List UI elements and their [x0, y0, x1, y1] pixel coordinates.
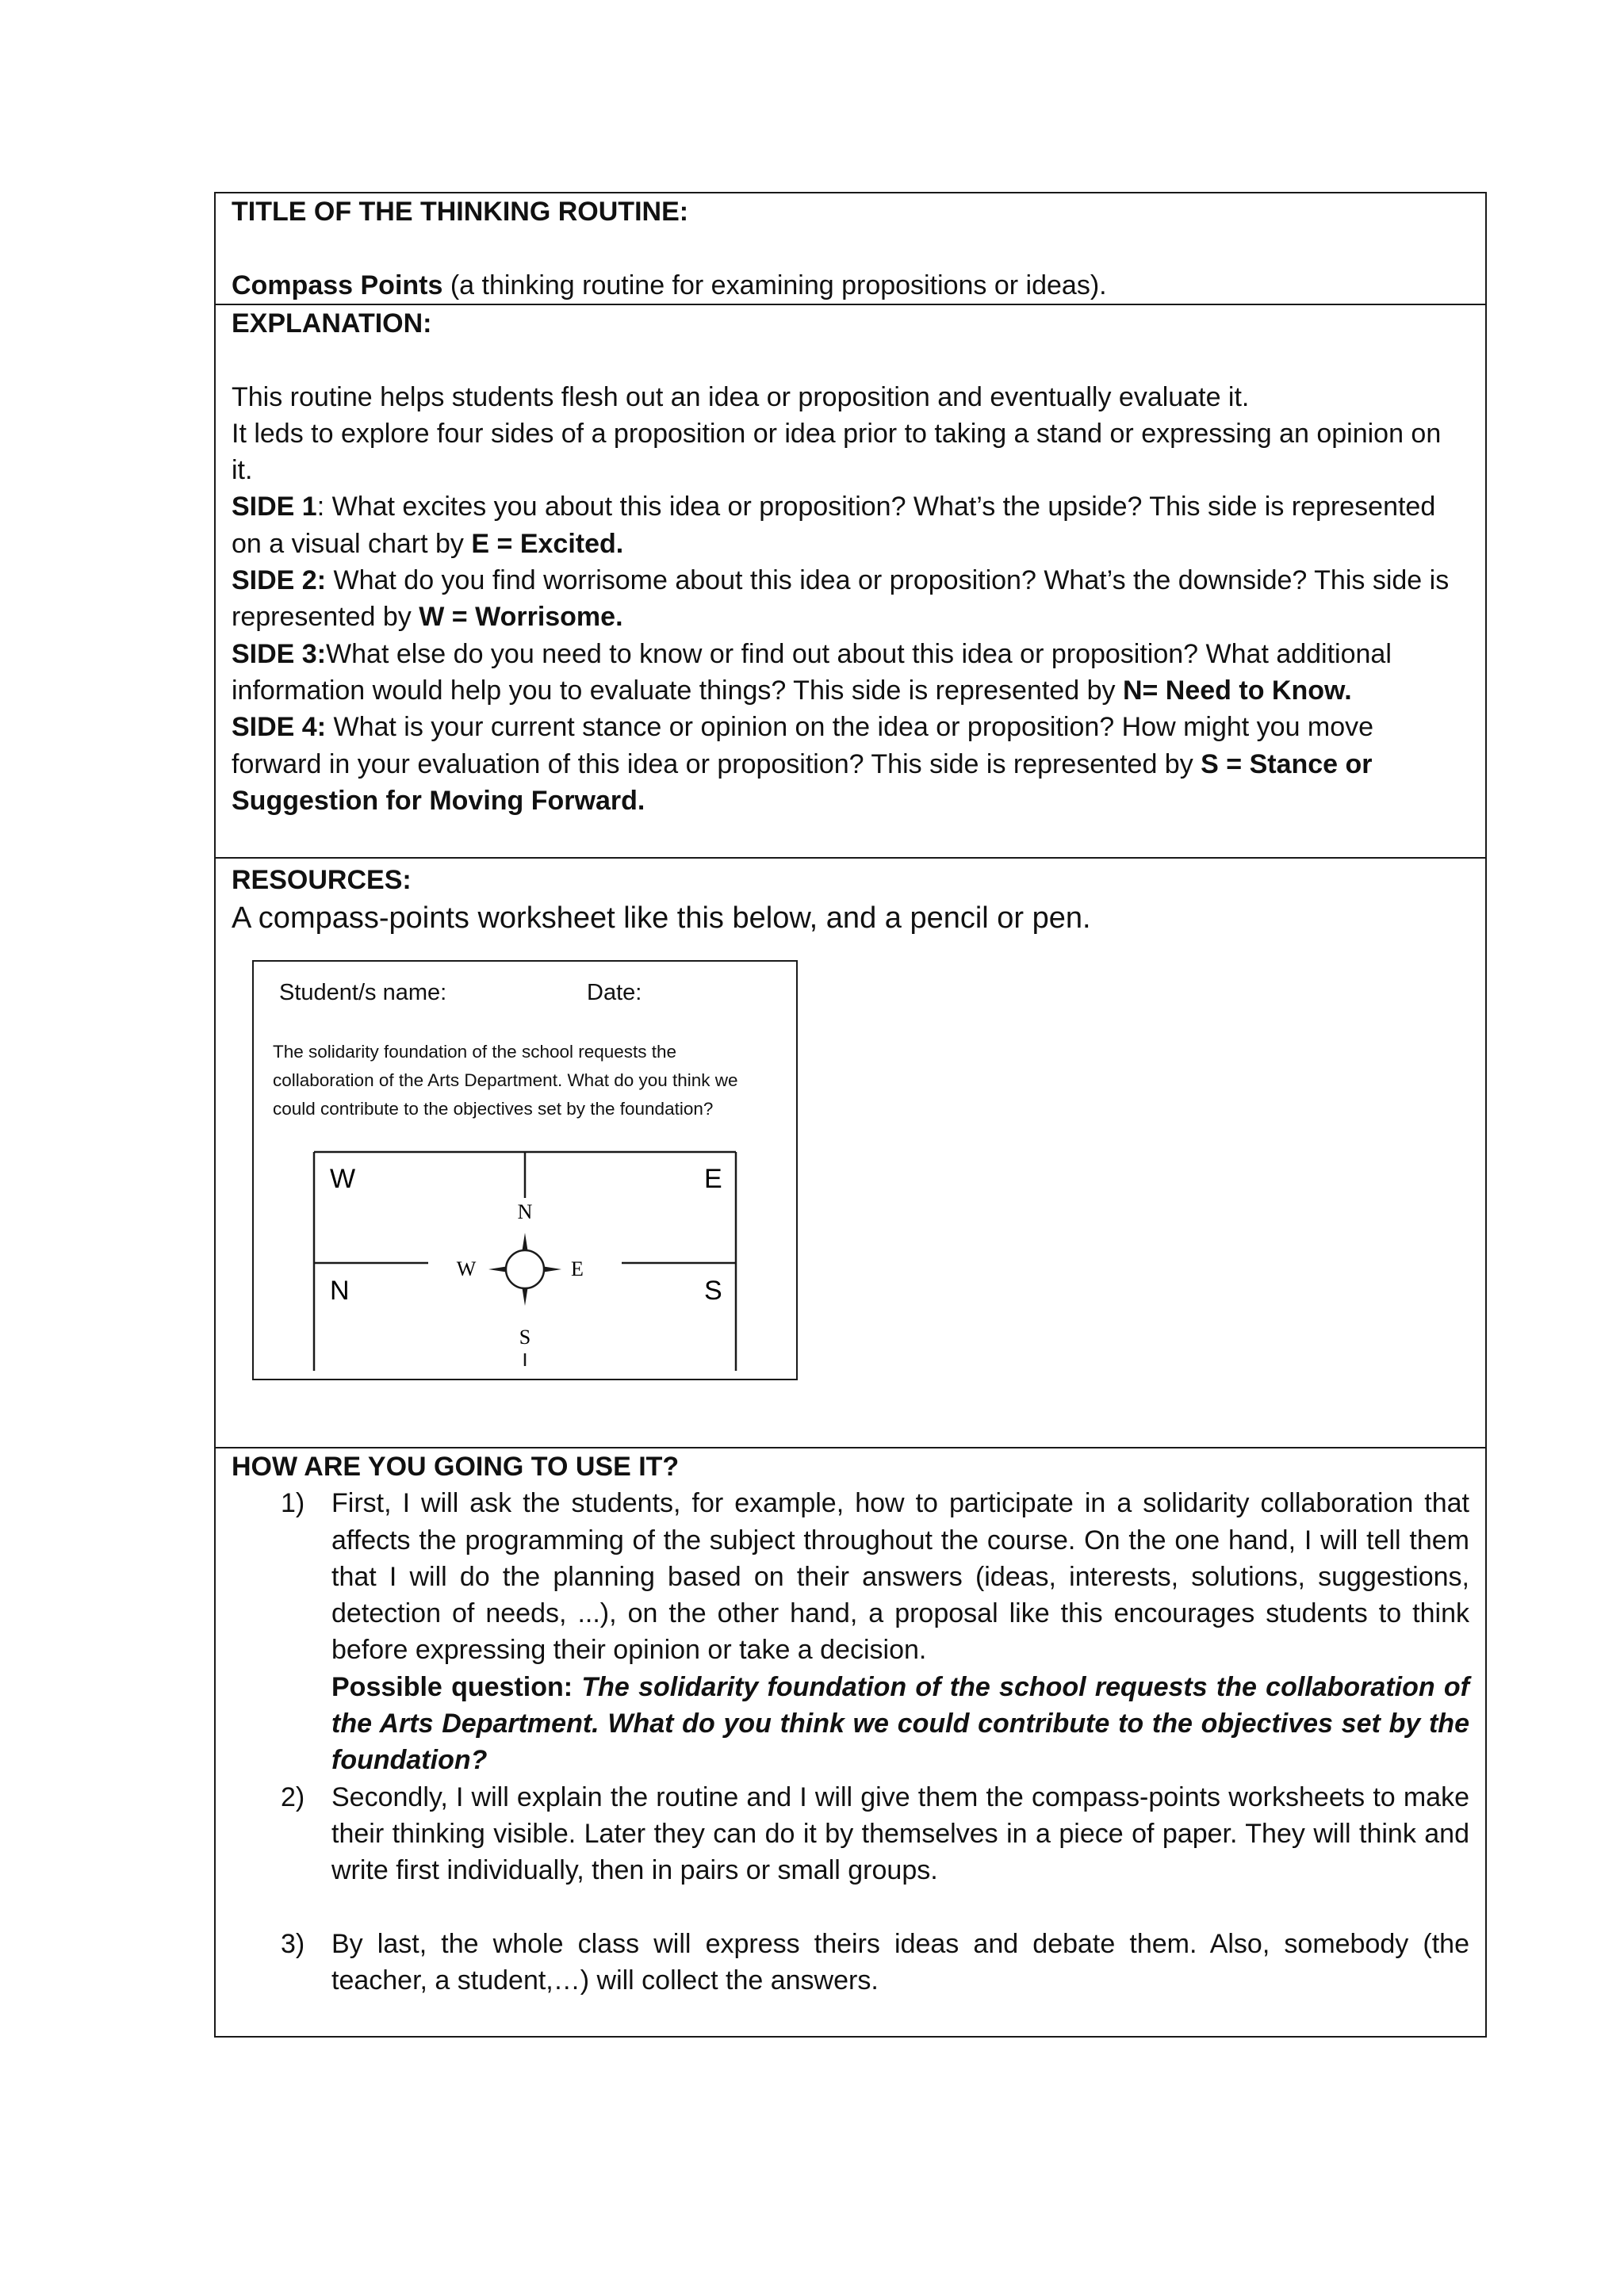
- usage-heading: HOW ARE YOU GOING TO USE IT?: [232, 1452, 680, 1482]
- quadrant-w: W: [330, 1164, 356, 1194]
- side-2-key: W = Worrisome.: [419, 602, 623, 633]
- usage-item-1-number: 1): [281, 1488, 305, 1519]
- title-section: [216, 193, 1485, 305]
- worksheet-name-label: Student/s name:: [279, 980, 447, 1005]
- side-4-key: S = Stance or Suggestion for Moving Forward.: [232, 748, 1373, 816]
- side-1: [232, 488, 1469, 562]
- compass-rose-icon: [488, 1233, 561, 1306]
- routine-description: (a thinking routine for examining propositions or ideas).: [442, 270, 1107, 300]
- side-1-label: SIDE 1: [232, 492, 317, 522]
- side-2-label: SIDE 2:: [232, 565, 327, 596]
- compass-e: E: [571, 1257, 584, 1280]
- compass-grid: [254, 962, 796, 1379]
- compass-worksheet: [252, 960, 798, 1380]
- resources-heading: RESOURCES:: [232, 865, 412, 895]
- side-4: [232, 709, 1469, 819]
- side-1-key: E = Excited.: [471, 528, 624, 559]
- explanation-para-1: This routine helps students flesh out an idea or proposition and eventually evaluate it.: [232, 381, 1250, 412]
- side-4-text: What is your current stance or opinion on the idea or proposition? How might you move forward in your evaluation of this idea or proposition? This side is represented by: [232, 712, 1374, 779]
- usage-item-2-number: 2): [281, 1781, 305, 1812]
- explanation-heading: EXPLANATION:: [232, 308, 432, 339]
- compass-n: N: [517, 1200, 533, 1223]
- side-3-key: N= Need to Know.: [1122, 675, 1352, 706]
- explanation-section: [216, 305, 1485, 859]
- title-heading: TITLE OF THE THINKING ROUTINE:: [232, 197, 689, 227]
- usage-item-1-text: First, I will ask the students, for example, how to participate in a solidarity collaboration that affects the programming of the subject throughout the course. On the one hand, I will tell them that I will do the planning based on their answers (ideas, interests, solutions, suggestions, detection of needs, ...), on the other hand, a proposal like this encourages students to think before expressing their opinion or take a decision.: [331, 1488, 1469, 1666]
- usage-item-1: [232, 1485, 1469, 1778]
- possible-question-label: Possible question:: [331, 1671, 582, 1702]
- side-4-label: SIDE 4:: [232, 712, 327, 743]
- compass-w: W: [456, 1257, 477, 1280]
- explanation-para-2: It leds to explore four sides of a proposition or idea prior to taking a stand or expressing an opinion on it.: [232, 418, 1442, 486]
- quadrant-n: N: [330, 1276, 350, 1306]
- side-3-label: SIDE 3:: [232, 638, 327, 669]
- possible-question-text: The solidarity foundation of the school requests the collaboration of the Arts Department. What do you think we could contribute to the objectives set by the foundation?: [331, 1671, 1469, 1776]
- usage-item-3-text: By last, the whole class will express theirs ideas and debate them. Also, somebody (the teacher, a student,…) will collect the answers.: [331, 1928, 1469, 1996]
- usage-item-2-text: Secondly, I will explain the routine and I will give them the compass-points worksheets to make their thinking visible. Later they can do it by themselves in a piece of paper. They will think and write first individually, then in pairs or small groups.: [331, 1781, 1469, 1886]
- side-3-text: What else do you need to know or find out about this idea or proposition? What additional information would help you to evaluate things? This side is represented by: [232, 638, 1392, 706]
- side-3: [232, 636, 1469, 710]
- usage-item-3-number: 3): [281, 1928, 305, 1959]
- worksheet-prompt: The solidarity foundation of the school requests the collaboration of the Arts Department. What do you think we could contribute to the objectives set by the foundation?: [273, 1042, 738, 1119]
- usage-item-2: [232, 1779, 1469, 1926]
- quadrant-e: E: [704, 1164, 722, 1194]
- resources-section: [216, 862, 1485, 1448]
- compass-s: S: [519, 1326, 531, 1349]
- usage-list: [232, 1485, 1469, 1999]
- possible-question: [331, 1669, 1469, 1779]
- quadrant-s: S: [704, 1276, 722, 1306]
- routine-table: [214, 192, 1487, 2038]
- usage-item-3: [232, 1926, 1469, 1999]
- side-2: [232, 562, 1469, 636]
- usage-section: [216, 1448, 1485, 2036]
- worksheet-date-label: Date:: [587, 980, 642, 1005]
- routine-name: Compass Points: [232, 270, 443, 300]
- resources-text: A compass-points worksheet like this below, and a pencil or pen.: [232, 901, 1091, 936]
- side-1-text: : What excites you about this idea or proposition? What’s the upside? This side is represented on a visual chart by: [232, 492, 1436, 559]
- routine-title-line: [232, 267, 1469, 304]
- side-2-text: What do you find worrisome about this idea or proposition? What’s the downside? This side is represented by: [232, 565, 1450, 633]
